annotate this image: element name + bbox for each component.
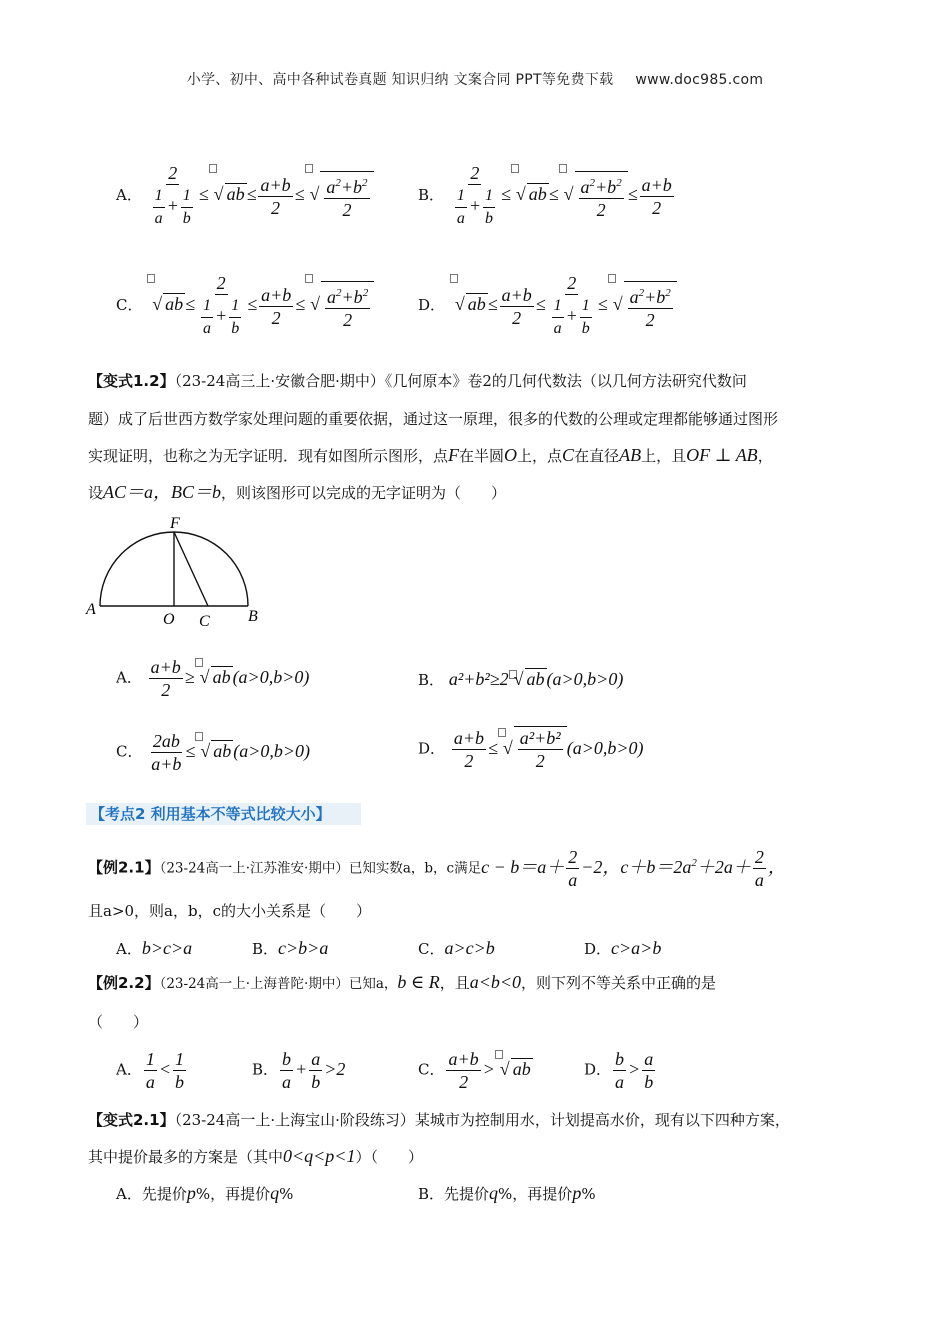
ex21-option-d[interactable]: D．c>a>b [584, 938, 662, 958]
header-text: 小学、初中、高中各种试卷真题 知识归纳 文案合同 PPT等免费下载 [186, 72, 614, 88]
section-heading-2: 【考点2 利用基本不等式比较大小】 [86, 803, 361, 825]
label-o: O [163, 611, 175, 628]
q12-option-a[interactable]: A． $\frac{a+b}{2}$ ≥ √ ab (a>0,b>0) [116, 657, 310, 700]
ex21-option-a[interactable]: A．b>c>a [116, 938, 193, 958]
var21-line1: 【变式2.1】（23-24高一上·上海宝山·阶段练习）某城市为控制用水，计划提高水价，现有以下四种方案， [88, 1111, 790, 1129]
ex22-option-c[interactable]: C． $\frac{a+b}{2}$ > √ ab [418, 1049, 531, 1092]
q12-line4: 设AC＝a，BC＝b，则该图形可以完成的无字证明为（ ） [88, 482, 507, 502]
var21-line2: 其中提价最多的方案是（其中0<q<p<1）（ ） [88, 1146, 423, 1166]
q11-option-a[interactable]: A． 2 $\frac{1}{a}$ + $\frac{1}{b}$ ≤ √ ab ≤ $\frac{a+b}{2}$ ≤ √ $\frac{a^2+b^2}{2}$ [116, 162, 374, 230]
q12-option-d[interactable]: D． $\frac{a+b}{2}$ ≤ √ $\frac{\text{a²+b²}}{2}$ (a>0,b>0) [418, 728, 644, 771]
label-f: F [170, 515, 180, 532]
q11-option-b[interactable]: B． 2 $\frac{1}{a}$ + $\frac{1}{b}$ ≤ √ ab ≤ √ $\frac{a^2+b^2}{2}$ ≤ $\frac{a+b}{2}$ [418, 163, 672, 227]
q11-option-d[interactable]: D． √ ab ≤ $\frac{a+b}{2}$ ≤ 2 $\frac{1}{a}$ + $\frac{1}{b}$ ≤ √ $\frac{a^2+b^2}{2}$ [418, 272, 677, 340]
label-b: B [248, 608, 258, 625]
ex21-line1: 【例2.1】（23-24高一上·江苏淮安·期中）已知实数a，b，c满足c − b＝a＋ $\frac{2}{a}$ −2，$c+b=2a^2+2a+$ $\frac{2}{a}$ ， [88, 847, 786, 890]
q11-option-c[interactable]: C． √ ab ≤ 2 $\frac{1}{a}$ + $\frac{1}{b}$ ≤ $\frac{a+b}{2}$ ≤ √ $\frac{a^2+b^2}{2}$ [116, 272, 374, 340]
q12-line2: 题）成了后世西方数学家处理问题的重要依据，通过这一原理，很多的代数的公理或定理都能够通过图形 [88, 410, 779, 428]
var21-option-b[interactable]: B．先提价q%，再提价p% [418, 1183, 596, 1203]
page-header [0, 69, 950, 89]
ex22-paren: （ ） [88, 1013, 149, 1031]
ex22-option-d[interactable]: D． $\frac{b}{a}$ > $\frac{a}{b}$ [584, 1049, 654, 1092]
label-a: A [86, 601, 96, 618]
segment-fc [174, 532, 208, 606]
q12-option-b[interactable]: B． a²+b²≥2 √ ab (a>0,b>0) [418, 669, 624, 689]
semicircle-figure [80, 510, 280, 635]
q12-line1: 【变式1.2】（23-24高三上·安徽合肥·期中）《几何原本》卷2的几何代数法（以几何方法研究代数问 [88, 372, 747, 390]
var21-option-a[interactable]: A．先提价p%，再提价q% [116, 1183, 294, 1203]
ex21-line2: 且a>0，则a，b，c的大小关系是（ ） [88, 902, 372, 920]
ex21-option-c[interactable]: C．a>c>b [418, 938, 495, 958]
q12-option-c[interactable]: C． $\frac{2ab}{a+b}$ ≤ √ ab (a>0,b>0) [116, 731, 310, 774]
header-url[interactable]: www.doc985.com [635, 72, 764, 88]
label-c: C [199, 613, 210, 630]
q12-line3: 实现证明，也称之为无字证明．现有如图所示图形，点F在半圆O上，点C在直径AB上，且OF ⊥ AB， [88, 445, 773, 465]
ex21-option-b[interactable]: B．c>b>a [252, 938, 329, 958]
ex22-line1: 【例2.2】（23-24高一上·上海普陀·期中）已知a，b ∈ R，且a<b<0，则下列不等关系中正确的是 [88, 972, 717, 992]
ex22-option-b[interactable]: B． $\frac{b}{a}$ + $\frac{a}{b}$ >2 [252, 1049, 346, 1092]
ex22-option-a[interactable]: A． $\frac{1}{a}$ < $\frac{1}{b}$ [116, 1049, 184, 1092]
